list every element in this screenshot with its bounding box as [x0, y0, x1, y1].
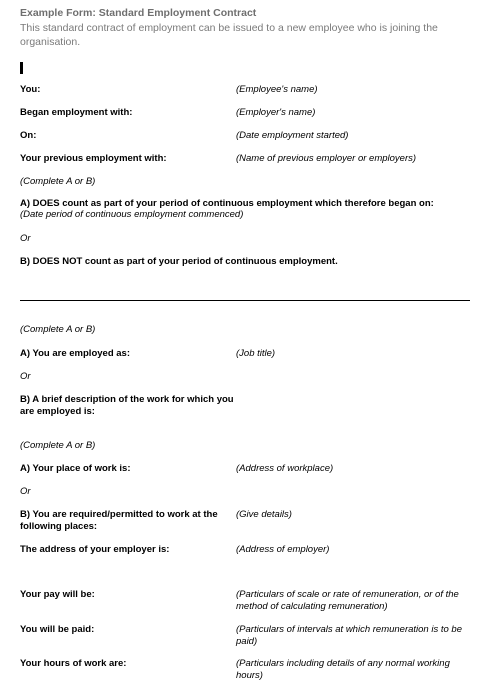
places-details-value[interactable]: (Give details) — [236, 509, 292, 520]
complete-note: (Complete A or B) — [20, 176, 96, 187]
on-label: On: — [20, 130, 37, 141]
job-title-value[interactable]: (Job title) — [236, 348, 276, 359]
complete-note: (Complete A or B) — [20, 324, 96, 335]
pay-value[interactable]: (Particulars of scale or rate of remuneration, or of the method of calculating remuneration) — [236, 589, 459, 612]
began-employment-value[interactable]: (Employer's name) — [236, 107, 316, 118]
previous-employment-label: Your previous employment with: — [20, 153, 167, 164]
or-label: Or — [20, 371, 31, 382]
or-label: Or — [20, 233, 31, 244]
work-description-label: B) A brief description of the work for which you are employed is: — [20, 394, 234, 417]
employer-address-label: The address of your employer is: — [20, 544, 170, 555]
complete-note: (Complete A or B) — [20, 440, 96, 451]
form-description: This standard contract of employment can be issued to a new employee who is joining the organisation. — [20, 22, 438, 48]
text-cursor — [20, 62, 23, 74]
option-b-not-continuous: B) DOES NOT count as part of your period of continuous employment. — [20, 256, 338, 267]
required-places-label: B) You are required/permitted to work at the following places: — [20, 509, 218, 532]
hours-value[interactable]: (Particulars including details of any normal working hours) — [236, 658, 450, 681]
place-of-work-label: A) Your place of work is: — [20, 463, 131, 474]
began-employment-label: Began employment with: — [20, 107, 133, 118]
you-value[interactable]: (Employee's name) — [236, 84, 318, 95]
paid-value[interactable]: (Particulars of intervals at which remuneration is to be paid) — [236, 624, 462, 647]
you-label: You: — [20, 84, 41, 95]
employer-address-value[interactable]: (Address of employer) — [236, 544, 330, 555]
employed-as-label: A) You are employed as: — [20, 348, 130, 359]
paid-label: You will be paid: — [20, 624, 95, 635]
option-a-note[interactable]: (Date period of continuous employment commenced) — [20, 209, 244, 220]
hours-label: Your hours of work are: — [20, 658, 127, 669]
previous-employment-value[interactable]: (Name of previous employer or employers) — [236, 153, 417, 164]
form-title: Example Form: Standard Employment Contract — [20, 7, 257, 19]
section-divider — [20, 300, 470, 301]
on-value[interactable]: (Date employment started) — [236, 130, 349, 141]
pay-label: Your pay will be: — [20, 589, 95, 600]
or-label: Or — [20, 486, 31, 497]
workplace-address-value[interactable]: (Address of workplace) — [236, 463, 334, 474]
option-a-continuous: A) DOES count as part of your period of continuous employment which therefore began on: — [20, 198, 434, 209]
